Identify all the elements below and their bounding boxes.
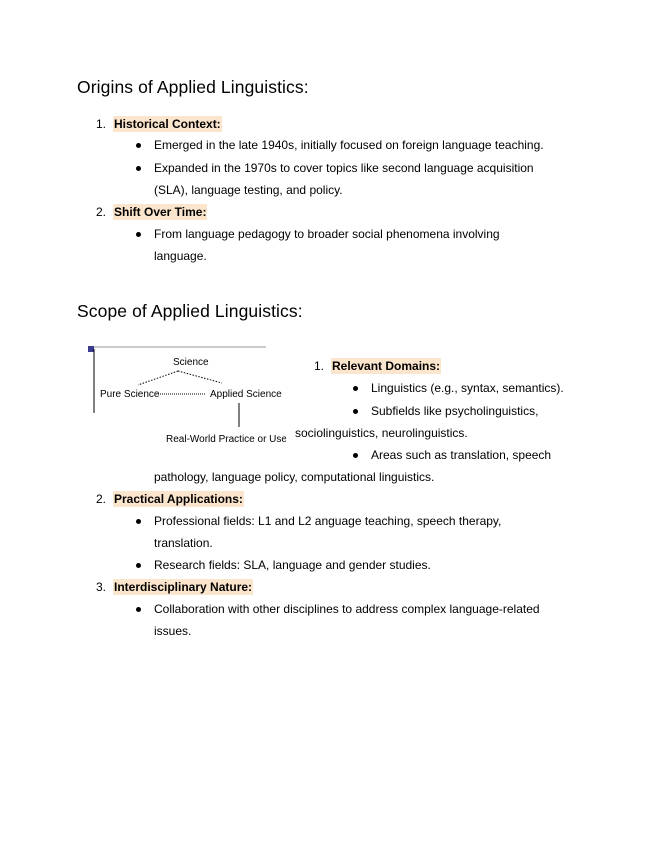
scope-item-2-bullet-1-line-2: translation. (154, 536, 213, 550)
origins-item-2-label: Shift Over Time: (114, 205, 207, 219)
scope-heading: Scope of Applied Linguistics: (77, 301, 303, 321)
origins-item-1-bullet-2-line-1: Expanded in the 1970s to cover topics like second language acquisition (154, 161, 534, 175)
bullet-icon (353, 386, 358, 391)
scope-item-3-bullet-1-line-2: issues. (154, 624, 192, 638)
origins-item-1-label: Historical Context: (114, 117, 221, 131)
scope-item-2-number: 2. (96, 492, 107, 506)
origins-item-2-bullet-1-line-1: From language pedagogy to broader social phenomena involving (154, 227, 500, 241)
scope-item-1-bullet-3-line-1: Areas such as translation, speech (371, 448, 552, 462)
bullet-icon (136, 143, 141, 148)
scope-item-1-label: Relevant Domains: (332, 359, 441, 373)
diagram-pure-science-label: Pure Science (100, 389, 160, 400)
origins-item-1-number: 1. (96, 117, 107, 131)
scope-item-3-label: Interdisciplinary Nature: (114, 580, 253, 594)
scope-item-3-bullet-1-line-1: Collaboration with other disciplines to address complex language-related (154, 602, 540, 616)
bullet-icon (136, 563, 141, 568)
scope-item-2-bullet-2: Research fields: SLA, language and gender studies. (154, 558, 431, 572)
scope-item-2-bullet-1-line-1: Professional fields: L1 and L2 anguage teaching, speech therapy, (154, 514, 502, 528)
bullet-icon (136, 519, 141, 524)
scope-item-1-bullet-2-line-2: sociolinguistics, neurolinguistics. (295, 426, 468, 440)
scope-item-1-bullet-3-line-2: pathology, language policy, computational linguistics. (154, 470, 435, 484)
origins-item-1-bullet-2-line-2: (SLA), language testing, and policy. (154, 183, 343, 197)
diagram-applied-science-label: Applied Science (210, 389, 282, 400)
bullet-icon (136, 166, 141, 171)
bullet-icon (353, 453, 358, 458)
origins-item-2-number: 2. (96, 205, 107, 219)
science-diagram (86, 345, 286, 449)
diagram-real-world-label: Real-World Practice or Use (166, 434, 286, 445)
origins-heading: Origins of Applied Linguistics: (77, 77, 309, 97)
bullet-icon (136, 607, 141, 612)
bullet-icon (136, 232, 141, 237)
scope-item-1-bullet-1: Linguistics (e.g., syntax, semantics). (371, 381, 564, 395)
origins-item-2-bullet-1-line-2: language. (154, 249, 207, 263)
diagram-science-label: Science (173, 357, 209, 368)
scope-item-3-number: 3. (96, 580, 107, 594)
scope-item-1-bullet-2-line-1: Subfields like psycholinguistics, (371, 404, 539, 418)
bullet-icon (353, 409, 358, 414)
scope-item-1-number: 1. (314, 359, 325, 373)
scope-item-2-label: Practical Applications: (114, 492, 243, 506)
origins-item-1-bullet-1: Emerged in the late 1940s, initially focused on foreign language teaching. (154, 138, 544, 152)
